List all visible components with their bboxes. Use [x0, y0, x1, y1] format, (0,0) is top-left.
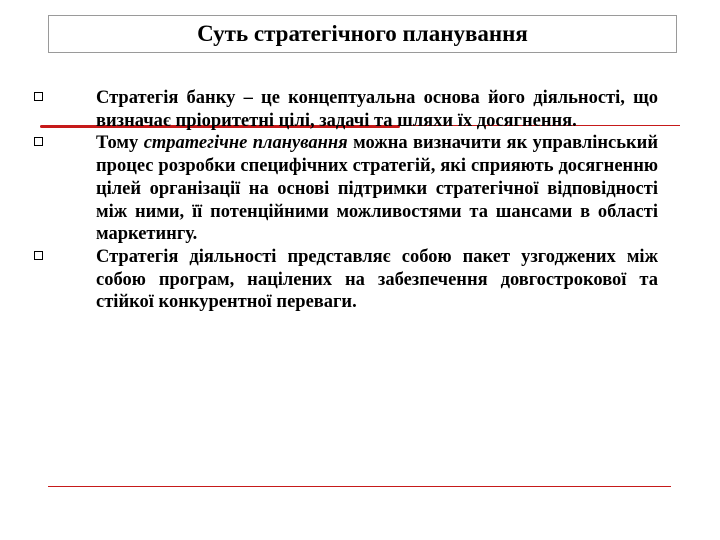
- title-box: [48, 15, 677, 53]
- paragraph-2-italic-term: стратегічне планування: [143, 133, 348, 154]
- square-outline-bullet-icon: [34, 137, 43, 146]
- content-area: [96, 87, 658, 314]
- paragraph-2-suffix: можна визначити як управлінський процес розробки специфічних стратегій, які сприяють досягненню цілей організації на основі підтримки стратегічної відповідності між ними, її потенційними можливостями та шансами в області маркетингу.: [96, 133, 658, 245]
- square-outline-bullet-icon: [34, 92, 43, 101]
- slide-title: Суть стратегічного планування: [197, 21, 528, 46]
- paragraph-1-text: Стратегія банку – це концептуальна основа його діяльності, що визначає пріоритетні цілі, задачі та шляхи їх досягнення.: [96, 88, 658, 131]
- paragraph-3: [96, 246, 658, 314]
- paragraph-1: [96, 87, 658, 132]
- paragraph-2: [96, 132, 658, 246]
- paragraph-3-text: Стратегія діяльності представляє собою пакет узгоджених між собою програм, націлених на забезпечення довгострокової та стійкої конкурентної переваги.: [96, 246, 658, 313]
- decorative-red-line-bottom: [48, 486, 671, 487]
- square-outline-bullet-icon: [34, 251, 43, 260]
- paragraph-2-prefix: Тому: [96, 133, 144, 154]
